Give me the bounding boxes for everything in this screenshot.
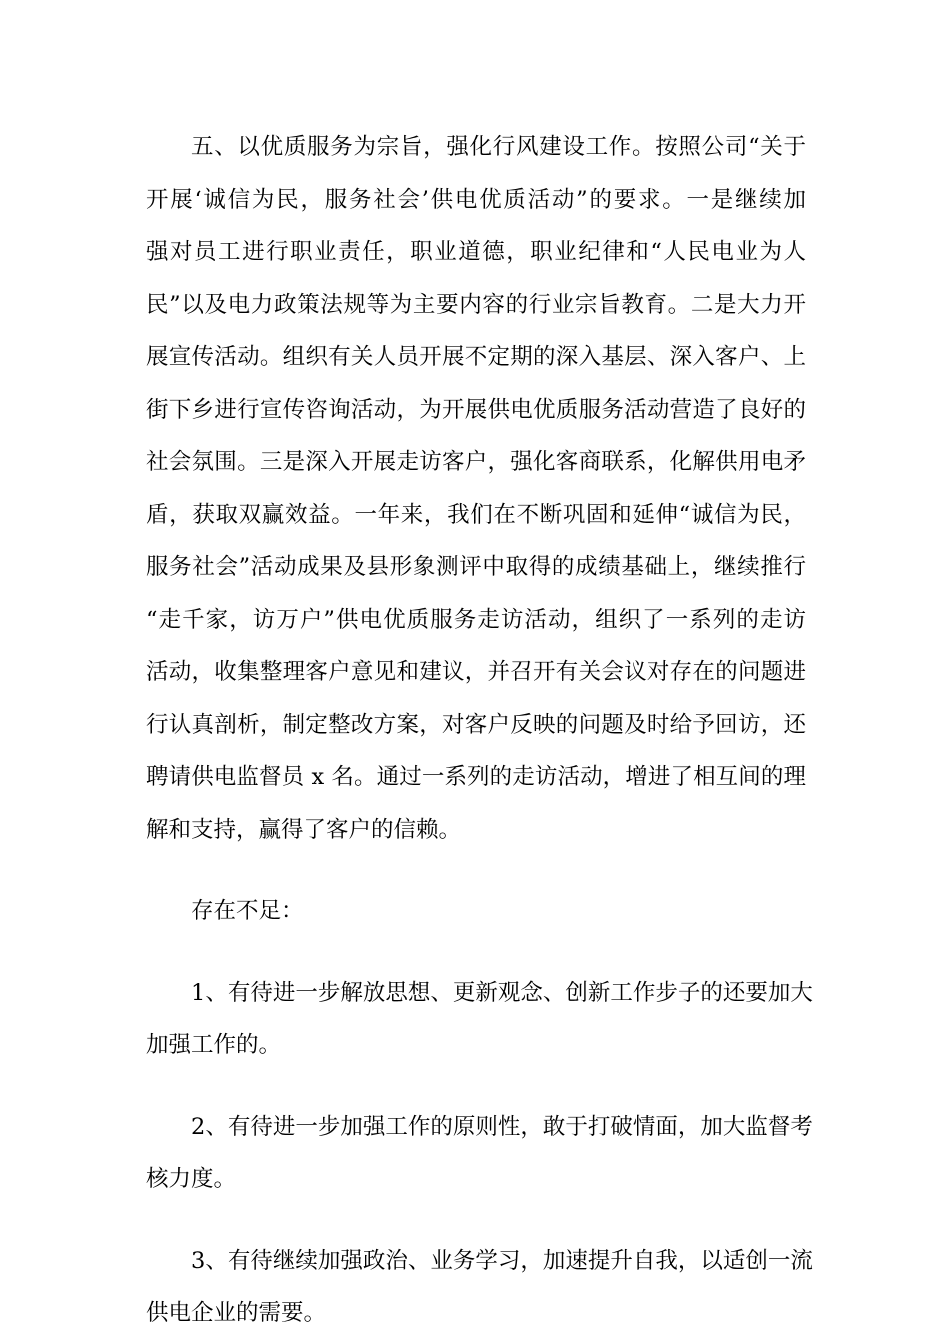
list-item-1 — [146, 967, 813, 1072]
section-heading: 存在不足： — [191, 898, 304, 924]
text-line: 民”以及电力政策法规等为主要内容的行业宗旨教育。二是大力开 — [146, 291, 806, 318]
heading-shortcomings-block — [146, 885, 806, 938]
text-line: 盾，获取双赢效益。一年来，我们在不断巩固和延伸“诚信为民， — [146, 501, 806, 528]
paragraph-service-quality — [146, 121, 806, 856]
text-line: 活动，收集整理客户意见和建议，并召开有关会议对存在的问题进 — [146, 659, 806, 685]
text-line: 五、以优质服务为宗旨，强化行风建设工作。按照公司“关于 — [191, 134, 806, 160]
document-body — [146, 121, 813, 1340]
text-line: 行认真剖析，制定整改方案，对客户反映的问题及时给予回访，还 — [146, 711, 806, 738]
text-line: 开展‘诚信为民，服务社会’供电优质活动”的要求。一是继续加 — [146, 186, 806, 213]
text-line: 解和支持，赢得了客户的信赖。 — [146, 816, 462, 843]
text-line: 3、有待继续加强政治、业务学习，加速提升自我，以适创一流 — [191, 1247, 813, 1274]
text-line: 核力度。 — [146, 1166, 237, 1192]
text-line: 服务社会”活动成果及县形象测评中取得的成绩基础上，继续推行 — [146, 554, 806, 580]
text-line: 街下乡进行宣传咨询活动，为开展供电优质服务活动营造了良好的 — [146, 396, 806, 423]
text-line: 展宣传活动。组织有关人员开展不定期的深入基层、深入客户、上 — [146, 344, 806, 370]
text-line: 2、有待进一步加强工作的原则性，敢于打破情面，加大监督考 — [191, 1113, 813, 1140]
text-line: 供电企业的需要。 — [146, 1300, 327, 1326]
list-item-3 — [146, 1235, 813, 1340]
list-item-2 — [146, 1101, 813, 1206]
text-line: 社会氛围。三是深入开展走访客户，强化客商联系，化解供用电矛 — [146, 449, 806, 475]
text-line: 聘请供电监督员 x 名。通过一系列的走访活动，增进了相互间的理 — [146, 764, 806, 790]
text-line: 强对员工进行职业责任，职业道德，职业纪律和“人民电业为人 — [146, 239, 806, 265]
text-line: 1、有待进一步解放思想、更新观念、创新工作步子的还要加大 — [191, 979, 813, 1006]
text-line: “走千家，访万户”供电优质服务走访活动，组织了一系列的走访 — [146, 606, 806, 633]
text-line: 加强工作的。 — [146, 1032, 282, 1058]
